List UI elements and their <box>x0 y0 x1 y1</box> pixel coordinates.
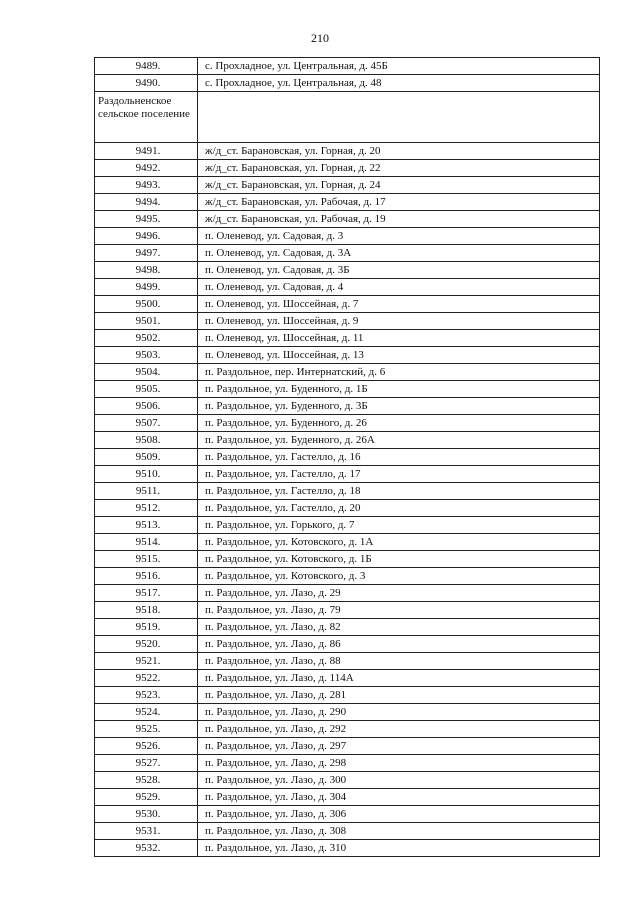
row-number: 9503. <box>95 347 198 364</box>
row-address: с. Прохладное, ул. Центральная, д. 45Б <box>198 58 600 75</box>
row-number: 9529. <box>95 789 198 806</box>
row-number: 9527. <box>95 755 198 772</box>
table-row <box>95 840 600 857</box>
row-number: 9515. <box>95 551 198 568</box>
table-row <box>95 75 600 92</box>
table-row <box>95 653 600 670</box>
row-address: п. Раздольное, ул. Гастелло, д. 18 <box>198 483 600 500</box>
row-address: п. Оленевод, ул. Садовая, д. 3Б <box>198 262 600 279</box>
row-number: 9493. <box>95 177 198 194</box>
row-number: 9524. <box>95 704 198 721</box>
row-address: п. Раздольное, пер. Интернатский, д. 6 <box>198 364 600 381</box>
table-row <box>95 772 600 789</box>
table-row <box>95 568 600 585</box>
row-number: 9505. <box>95 381 198 398</box>
row-number: 9495. <box>95 211 198 228</box>
row-number: 9501. <box>95 313 198 330</box>
row-address: п. Раздольное, ул. Лазо, д. 82 <box>198 619 600 636</box>
table-row <box>95 347 600 364</box>
row-address: ж/д_ст. Барановская, ул. Рабочая, д. 19 <box>198 211 600 228</box>
table-row <box>95 296 600 313</box>
row-address: п. Раздольное, ул. Лазо, д. 308 <box>198 823 600 840</box>
table-row <box>95 806 600 823</box>
row-address: п. Раздольное, ул. Буденного, д. 26А <box>198 432 600 449</box>
table-row <box>95 585 600 602</box>
table-row <box>95 398 600 415</box>
table-row <box>95 194 600 211</box>
table-row <box>95 670 600 687</box>
row-address: п. Раздольное, ул. Лазо, д. 298 <box>198 755 600 772</box>
table-row <box>95 738 600 755</box>
row-number: 9507. <box>95 415 198 432</box>
row-number: 9494. <box>95 194 198 211</box>
row-address: п. Раздольное, ул. Лазо, д. 29 <box>198 585 600 602</box>
row-number: 9530. <box>95 806 198 823</box>
row-number: 9492. <box>95 160 198 177</box>
row-address: ж/д_ст. Барановская, ул. Горная, д. 20 <box>198 143 600 160</box>
row-number: 9498. <box>95 262 198 279</box>
table-row <box>95 330 600 347</box>
row-number: 9519. <box>95 619 198 636</box>
row-number: 9514. <box>95 534 198 551</box>
table-row <box>95 415 600 432</box>
table-row <box>95 211 600 228</box>
table-row <box>95 687 600 704</box>
row-number: 9526. <box>95 738 198 755</box>
row-address: с. Прохладное, ул. Центральная, д. 48 <box>198 75 600 92</box>
row-address: п. Раздольное, ул. Котовского, д. 1Б <box>198 551 600 568</box>
row-number: 9500. <box>95 296 198 313</box>
row-address: п. Оленевод, ул. Шоссейная, д. 7 <box>198 296 600 313</box>
row-address: ж/д_ст. Барановская, ул. Горная, д. 22 <box>198 160 600 177</box>
address-table-body <box>95 58 600 857</box>
row-address: п. Оленевод, ул. Садовая, д. 3А <box>198 245 600 262</box>
row-address: п. Раздольное, ул. Горького, д. 7 <box>198 517 600 534</box>
table-row <box>95 483 600 500</box>
row-number: 9509. <box>95 449 198 466</box>
row-address: п. Раздольное, ул. Лазо, д. 88 <box>198 653 600 670</box>
row-number: 9513. <box>95 517 198 534</box>
row-number: 9497. <box>95 245 198 262</box>
row-address: п. Раздольное, ул. Лазо, д. 290 <box>198 704 600 721</box>
row-number: 9523. <box>95 687 198 704</box>
row-number: 9511. <box>95 483 198 500</box>
row-address: п. Раздольное, ул. Гастелло, д. 16 <box>198 449 600 466</box>
table-row <box>95 602 600 619</box>
row-address: п. Раздольное, ул. Лазо, д. 306 <box>198 806 600 823</box>
row-number: 9510. <box>95 466 198 483</box>
row-address: п. Раздольное, ул. Котовского, д. 3 <box>198 568 600 585</box>
table-row <box>95 534 600 551</box>
table-row <box>95 500 600 517</box>
row-address: п. Раздольное, ул. Лазо, д. 281 <box>198 687 600 704</box>
table-row <box>95 245 600 262</box>
row-number: 9521. <box>95 653 198 670</box>
row-address: п. Раздольное, ул. Лазо, д. 297 <box>198 738 600 755</box>
row-number: 9506. <box>95 398 198 415</box>
row-address: ж/д_ст. Барановская, ул. Горная, д. 24 <box>198 177 600 194</box>
row-address: п. Раздольное, ул. Гастелло, д. 20 <box>198 500 600 517</box>
row-address: п. Раздольное, ул. Лазо, д. 300 <box>198 772 600 789</box>
row-address: п. Оленевод, ул. Садовая, д. 3 <box>198 228 600 245</box>
section-row <box>95 92 600 143</box>
row-address: ж/д_ст. Барановская, ул. Рабочая, д. 17 <box>198 194 600 211</box>
table-row <box>95 755 600 772</box>
table-row <box>95 381 600 398</box>
row-number: 9531. <box>95 823 198 840</box>
row-address: п. Раздольное, ул. Гастелло, д. 17 <box>198 466 600 483</box>
table-row <box>95 823 600 840</box>
row-address: п. Раздольное, ул. Буденного, д. 3Б <box>198 398 600 415</box>
row-number: 9512. <box>95 500 198 517</box>
row-number: 9508. <box>95 432 198 449</box>
table-row <box>95 143 600 160</box>
row-number: 9499. <box>95 279 198 296</box>
row-number: 9502. <box>95 330 198 347</box>
row-number: 9522. <box>95 670 198 687</box>
row-number: 9517. <box>95 585 198 602</box>
row-address: п. Раздольное, ул. Лазо, д. 304 <box>198 789 600 806</box>
table-row <box>95 466 600 483</box>
section-label: Раздольненское сельское поселение <box>95 92 198 143</box>
table-row <box>95 58 600 75</box>
table-row <box>95 721 600 738</box>
table-row <box>95 636 600 653</box>
row-address: п. Оленевод, ул. Шоссейная, д. 11 <box>198 330 600 347</box>
row-address: п. Оленевод, ул. Шоссейная, д. 13 <box>198 347 600 364</box>
table-row <box>95 449 600 466</box>
row-address: п. Оленевод, ул. Шоссейная, д. 9 <box>198 313 600 330</box>
row-number: 9528. <box>95 772 198 789</box>
section-address <box>198 92 600 143</box>
row-number: 9491. <box>95 143 198 160</box>
row-address: п. Раздольное, ул. Лазо, д. 114А <box>198 670 600 687</box>
row-number: 9490. <box>95 75 198 92</box>
table-row <box>95 313 600 330</box>
table-row <box>95 704 600 721</box>
row-address: п. Раздольное, ул. Буденного, д. 26 <box>198 415 600 432</box>
table-row <box>95 432 600 449</box>
row-number: 9520. <box>95 636 198 653</box>
table-row <box>95 789 600 806</box>
row-address: п. Раздольное, ул. Лазо, д. 79 <box>198 602 600 619</box>
table-row <box>95 551 600 568</box>
row-address: п. Раздольное, ул. Лазо, д. 310 <box>198 840 600 857</box>
address-table <box>94 57 600 857</box>
row-address: п. Раздольное, ул. Лазо, д. 292 <box>198 721 600 738</box>
row-number: 9504. <box>95 364 198 381</box>
row-address: п. Раздольное, ул. Лазо, д. 86 <box>198 636 600 653</box>
row-number: 9532. <box>95 840 198 857</box>
table-row <box>95 619 600 636</box>
row-address: п. Раздольное, ул. Котовского, д. 1А <box>198 534 600 551</box>
row-number: 9489. <box>95 58 198 75</box>
row-address: п. Оленевод, ул. Садовая, д. 4 <box>198 279 600 296</box>
table-row <box>95 177 600 194</box>
table-row <box>95 364 600 381</box>
row-number: 9518. <box>95 602 198 619</box>
page-number: 210 <box>311 31 329 45</box>
table-row <box>95 160 600 177</box>
row-number: 9496. <box>95 228 198 245</box>
row-address: п. Раздольное, ул. Буденного, д. 1Б <box>198 381 600 398</box>
row-number: 9525. <box>95 721 198 738</box>
table-row <box>95 279 600 296</box>
table-row <box>95 262 600 279</box>
table-row <box>95 517 600 534</box>
row-number: 9516. <box>95 568 198 585</box>
table-row <box>95 228 600 245</box>
